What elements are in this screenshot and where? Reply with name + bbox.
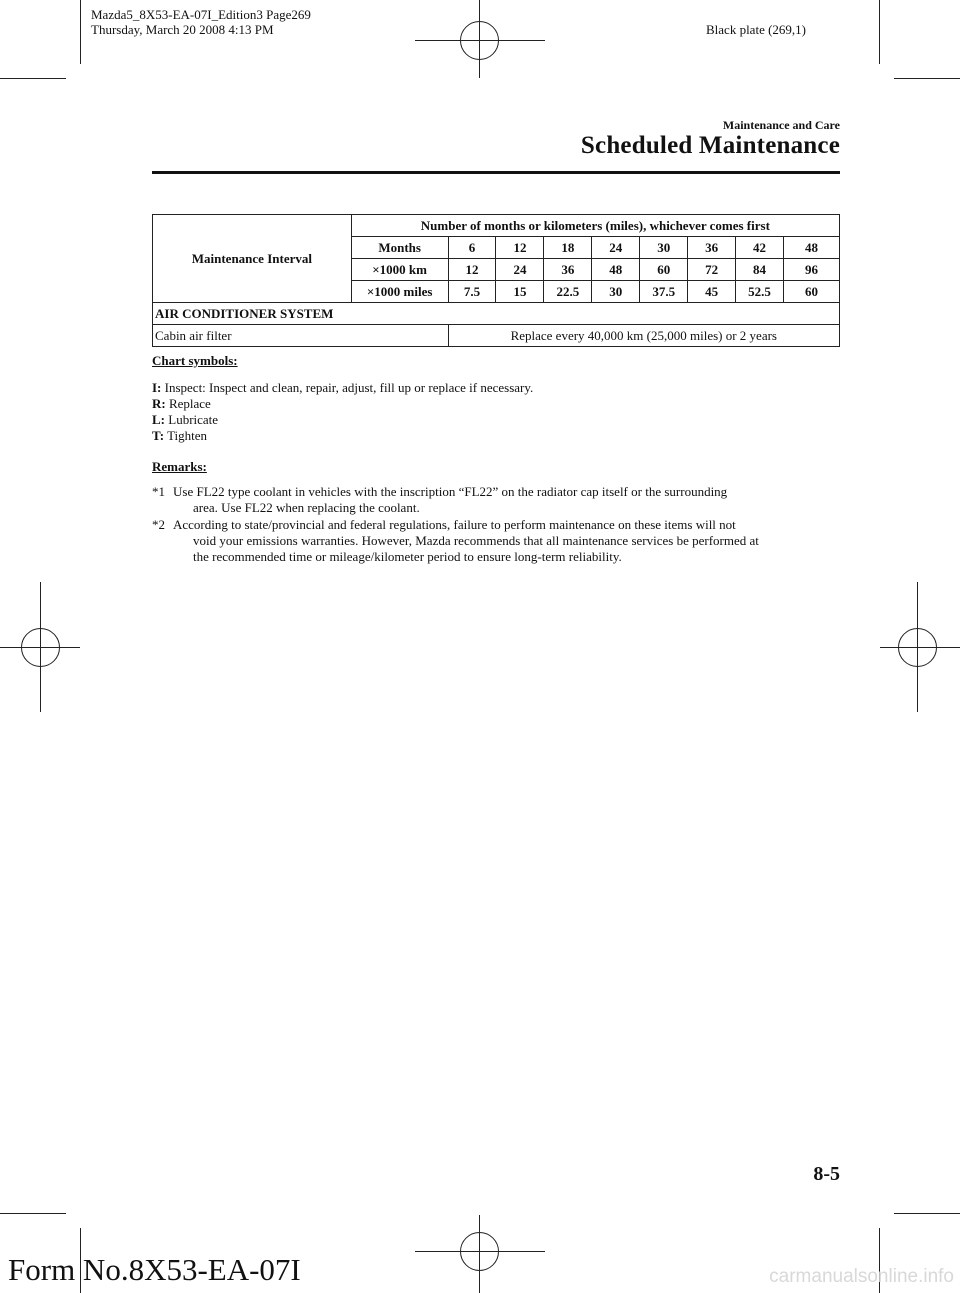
span-header: Number of months or kilometers (miles), whichever comes first <box>351 215 839 237</box>
remark-number: *2 <box>152 517 165 532</box>
form-number: Form No.8X53-EA-07I <box>8 1252 301 1287</box>
table-cell: 60 <box>640 259 688 281</box>
section-label: Maintenance and Care <box>722 118 840 132</box>
table-cell: 6 <box>448 237 496 259</box>
list-item <box>152 412 842 428</box>
table-cell: 36 <box>544 259 592 281</box>
symbol-text: Tighten <box>167 428 208 443</box>
list-item <box>152 396 842 412</box>
page-number: 8-5 <box>813 1163 840 1185</box>
table-cell: 96 <box>784 259 840 281</box>
remark-line: the recommended time or mileage/kilometer period to ensure long-term reliability. <box>193 549 622 564</box>
table-cell: 72 <box>688 259 736 281</box>
table-cell: 42 <box>736 237 784 259</box>
symbol-text: Lubricate <box>168 412 219 427</box>
remark-number: *1 <box>152 484 165 499</box>
symbol-text: Replace <box>168 396 211 411</box>
table-cell: 18 <box>544 237 592 259</box>
maintenance-interval-header: Maintenance Interval <box>153 215 352 303</box>
title-rule <box>152 171 840 174</box>
chart-symbols-heading: Chart symbols: <box>152 353 238 368</box>
row-label: ×1000 miles <box>351 281 448 303</box>
row-label: ×1000 km <box>351 259 448 281</box>
watermark: carmanualsonline.info <box>769 1266 954 1287</box>
remark-line: area. Use FL22 when replacing the coolant. <box>193 500 420 515</box>
table-row <box>153 215 840 237</box>
table-cell: 22.5 <box>544 281 592 303</box>
symbol-key: T: <box>152 428 165 443</box>
table-cell: 48 <box>592 259 640 281</box>
remark-item <box>152 484 852 518</box>
table-row <box>153 325 840 347</box>
table-cell: 84 <box>736 259 784 281</box>
remark-item <box>152 517 852 567</box>
table-cell: 37.5 <box>640 281 688 303</box>
table-cell: 24 <box>496 259 544 281</box>
table-cell: 52.5 <box>736 281 784 303</box>
remark-line: void your emissions warranties. However, Mazda recommends that all maintenance services be performed at <box>193 533 759 548</box>
symbol-text: Inspect: Inspect and clean, repair, adjust, fill up or replace if necessary. <box>164 380 534 395</box>
symbol-key: L: <box>152 412 165 427</box>
table-cell: 12 <box>448 259 496 281</box>
page-title: Scheduled Maintenance <box>580 132 840 159</box>
table-cell: 30 <box>592 281 640 303</box>
table-cell: 48 <box>784 237 840 259</box>
table-cell: 7.5 <box>448 281 496 303</box>
maintenance-table <box>152 214 840 347</box>
table-cell: 60 <box>784 281 840 303</box>
table-row <box>153 303 840 325</box>
table-cell: 12 <box>496 237 544 259</box>
item-name: Cabin air filter <box>153 325 449 347</box>
item-note: Replace every 40,000 km (25,000 miles) or 2 years <box>448 325 839 347</box>
table-cell: 30 <box>640 237 688 259</box>
remark-line: According to state/provincial and federal regulations, failure to perform maintenance on these items will not <box>173 517 736 532</box>
system-row: AIR CONDITIONER SYSTEM <box>153 303 840 325</box>
list-item <box>152 428 842 444</box>
plate-label: Black plate (269,1) <box>706 22 806 37</box>
table-cell: 24 <box>592 237 640 259</box>
table-cell: 45 <box>688 281 736 303</box>
symbol-key: R: <box>152 396 166 411</box>
remarks-heading: Remarks: <box>152 459 207 474</box>
table-cell: 36 <box>688 237 736 259</box>
row-label: Months <box>351 237 448 259</box>
symbol-key: I: <box>152 380 162 395</box>
list-item <box>152 380 842 396</box>
print-date-line: Thursday, March 20 2008 4:13 PM <box>91 22 274 37</box>
symbol-list <box>152 380 842 444</box>
print-file-line: Mazda5_8X53-EA-07I_Edition3 Page269 <box>91 7 311 22</box>
table-cell: 15 <box>496 281 544 303</box>
remark-line: Use FL22 type coolant in vehicles with the inscription “FL22” on the radiator cap itself or the surrounding <box>173 484 728 499</box>
